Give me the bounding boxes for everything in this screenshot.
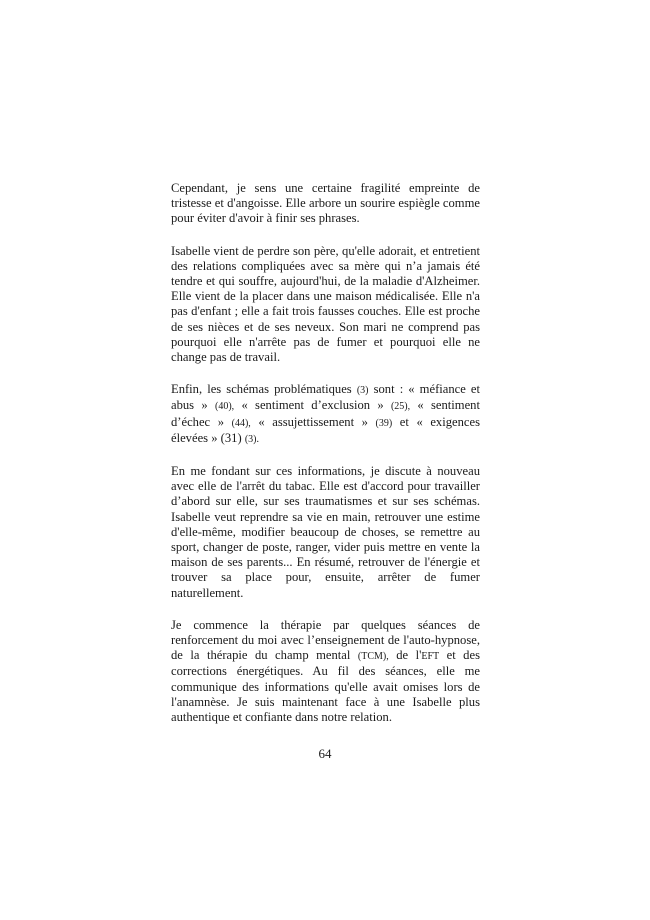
reference-3: (3) (356, 385, 369, 397)
reference-3-end: (3). (244, 433, 259, 445)
schema-subjugation: « assujettissement » (258, 414, 368, 429)
score-25: (25), (390, 401, 411, 413)
eft-abbreviation: EFT (421, 651, 440, 663)
score-44: (44), (231, 417, 251, 429)
paragraph-fragility: Cependant, je sens une certaine fragilité empreinte de tristesse et d'angoisse. Elle arbore un sourire espiègle comme pour éviter d'avoir à finir ses phrases. (171, 181, 480, 226)
therapy-text-start: Je commence la thérapie par quelques séances de renforcement du moi avec l’enseignement de l'auto-hypnose, de la thérapie du champ mental (171, 617, 480, 663)
schema-failure: « sentiment d’échec » (171, 398, 480, 429)
paragraph-tobacco: En me fondant sur ces informations, je discute à nouveau avec elle de l'arrêt du tabac. Elle est d'accord pour travailler d’abord sur elle, sur ses traumatismes et sur ses schémas. Isabelle veut reprendre sa vie en main, retrouver une estime d'elle-même, modifier beaucoup de choses, se remettre au sport, changer de poste, ranger, vider puis mettre en vente la maison de ses parents... En résumé, retrouver de l'énergie et trouver sa place pour, ensuite, arrêter de fumer naturellement. (171, 464, 480, 600)
score-39: (39) (375, 417, 393, 429)
therapy-text-mid: de l' (396, 648, 422, 663)
conjunction-et: et (399, 414, 409, 429)
paragraph-schemas (171, 382, 480, 447)
schemas-intro: Enfin, les schémas problématiques (171, 382, 352, 397)
paragraph-family-context: Isabelle vient de perdre son père, qu'elle adorait, et entretient des relations compliquées avec sa mère qui n’a jamais été tendre et qui souffre, aujourd'hui, de la maladie d'Alzheimer. Elle vient de la placer dans une maison médicalisée. Elle n'a pas d'enfant ; elle a fait trois fausses couches. Elle est proche de ses nièces et de ses neveux. Son mari ne comprend pas pourquoi elle n'arrête pas de fumer et pourquoi elle ne change pas de travail. (171, 243, 480, 365)
therapy-text-end: et des corrections énergétiques. Au fil des séances, elle me communique des informations qu'elle avait omises lors de l'anamnèse. Je suis maintenant face à une Isabelle plus authentique et confiante dans notre relation. (171, 648, 480, 725)
page-number: 64 (318, 746, 332, 761)
schema-exclusion: « sentiment d’exclusion » (241, 398, 384, 413)
score-31: (31) (220, 430, 242, 445)
text-column (171, 181, 480, 742)
paragraph-therapy (171, 618, 480, 725)
schema-high-standards: « exigences élevées » (171, 414, 480, 445)
schema-mistrust: sont : « méfiance et abus » (171, 382, 481, 413)
tcm-abbreviation: (TCM), (357, 651, 389, 663)
score-40: (40), (214, 401, 235, 413)
